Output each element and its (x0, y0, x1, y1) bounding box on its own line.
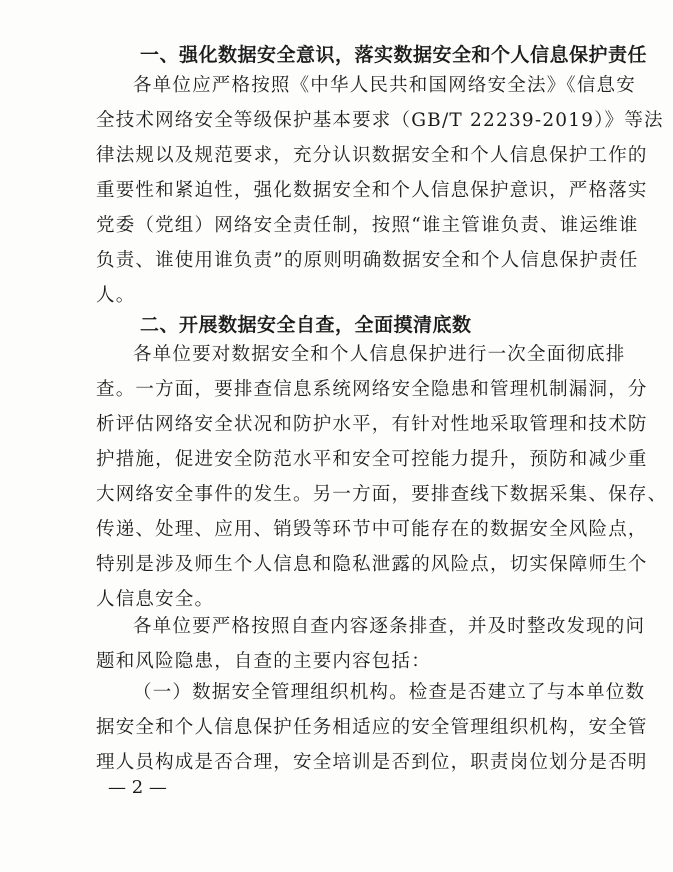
text-line: 据安全和个人信息保护任务相适应的安全管理组织机构，安全管 (96, 717, 648, 738)
text-line: （一）数据安全管理组织机构。检查是否建立了与本单位数 (133, 682, 646, 703)
section-1-body (96, 68, 664, 313)
page-number: — 2 — (108, 777, 167, 798)
text-line: 理人员构成是否合理，安全培训是否到位，职责岗位划分是否明 (96, 752, 648, 773)
text-line: 特别是涉及师生个人信息和隐私泄露的风险点，切实保障师生个 (96, 554, 648, 575)
text-line: 各单位要对数据安全和个人信息保护进行一次全面彻底排 (133, 344, 626, 365)
text-line: 党委（党组）网络安全责任制，按照“谁主管谁负责、谁运维谁 (96, 215, 639, 236)
section-1-heading: 一、强化数据安全意识，落实数据安全和个人信息保护责任 (140, 44, 648, 66)
section-2-heading: 二、开展数据安全自查，全面摸清底数 (140, 314, 472, 336)
text-line: 重要性和紧迫性，强化数据安全和个人信息保护意识，严格落实 (96, 180, 648, 201)
text-line: 全技术网络安全等级保护基本要求（GB/T 22239-2019）》等法 (96, 110, 664, 131)
text-line: 各单位应严格按照《中华人民共和国网络安全法》《信息安 (133, 75, 636, 96)
text-line: 各单位要严格按照自查内容逐条排查，并及时整改发现的问 (133, 616, 646, 637)
section-2-body (96, 337, 668, 617)
text-line: 护措施，促进安全防范水平和安全可控能力提升，预防和减少重 (96, 449, 648, 470)
text-line: 人信息安全。 (96, 589, 215, 610)
text-line: 题和风险隐患，自查的主要内容包括： (96, 651, 431, 672)
self-check-intro (96, 609, 646, 679)
self-check-item-1 (96, 675, 648, 780)
text-line: 传递、处理、应用、销毁等环节中可能存在的数据安全风险点， (96, 519, 648, 540)
text-line: 人。 (96, 285, 136, 306)
text-line: 大网络安全事件的发生。另一方面，要排查线下数据采集、保存、 (96, 484, 668, 505)
text-line: 律法规以及规范要求，充分认识数据安全和个人信息保护工作的 (96, 145, 648, 166)
text-line: 析评估网络安全状况和防护水平，有针对性地采取管理和技术防 (96, 414, 648, 435)
text-line: 负责、谁使用谁负责”的原则明确数据安全和个人信息保护责任 (96, 250, 639, 271)
text-line: 查。一方面，要排查信息系统网络安全隐患和管理机制漏洞，分 (96, 379, 648, 400)
